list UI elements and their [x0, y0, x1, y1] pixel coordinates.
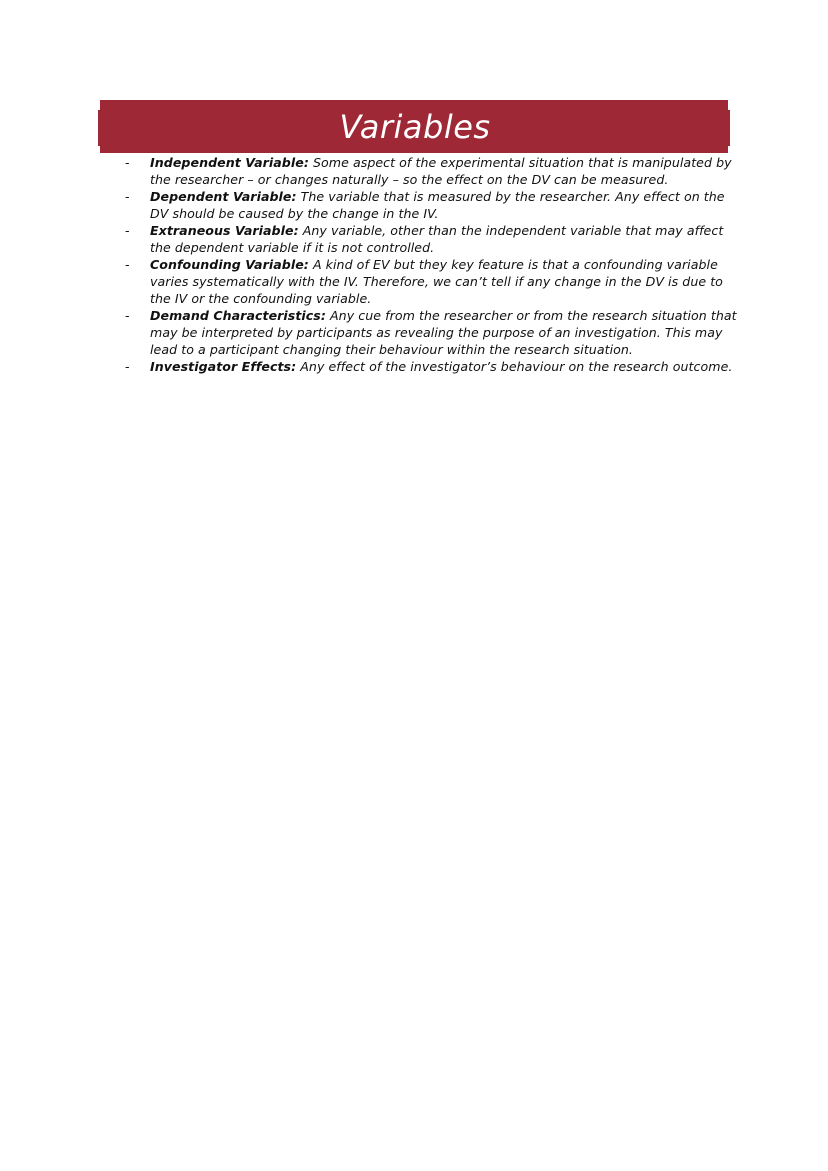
definition-separator: :	[293, 223, 299, 238]
definition-item-dependent-variable	[122, 188, 742, 222]
bullet-dash: -	[125, 223, 130, 238]
definition-term: Extraneous Variable	[150, 223, 294, 238]
definition-term: Investigator Effects	[150, 359, 292, 374]
definition-item-investigator-effects	[122, 358, 742, 375]
definition-text: The variable that is measured by the researcher. Any effect on the DV should be caused by the change in the IV.	[150, 189, 725, 221]
definition-text: Some aspect of the experimental situation that is manipulated by the researcher – or changes naturally – so the effect on the DV can be measured.	[150, 155, 732, 187]
bullet-dash: -	[125, 257, 130, 272]
definition-term: Independent Variable	[150, 155, 304, 170]
bullet-dash: -	[125, 359, 130, 374]
bullet-dash: -	[125, 155, 130, 170]
definition-item-extraneous-variable	[122, 222, 742, 256]
definition-separator: :	[291, 359, 297, 374]
title-banner	[100, 100, 728, 153]
definition-term: Dependent Variable	[150, 189, 292, 204]
definition-separator: :	[303, 155, 309, 170]
definition-item-independent-variable	[122, 154, 742, 188]
bullet-dash: -	[125, 189, 130, 204]
definition-term: Confounding Variable	[150, 257, 304, 272]
definition-text: Any effect of the investigator’s behaviour on the research outcome.	[296, 359, 733, 374]
definition-text: A kind of EV but they key feature is that a confounding variable varies systematically with the IV. Therefore, we can’t tell if any change in the DV is due to the IV or the confounding variable.	[150, 257, 723, 306]
definition-text: Any variable, other than the independent variable that may affect the dependent variable if it is not controlled.	[150, 223, 724, 255]
bullet-dash: -	[125, 308, 130, 323]
page-title: Variables	[339, 108, 491, 146]
definitions-list	[122, 154, 742, 375]
definition-separator: :	[303, 257, 309, 272]
definition-item-demand-characteristics	[122, 307, 742, 358]
definition-separator: :	[291, 189, 297, 204]
definition-text: Any cue from the researcher or from the research situation that may be interpreted by participants as revealing the purpose of an investigation. This may lead to a participant changing their behaviour within the research situation.	[150, 308, 737, 357]
definition-separator: :	[320, 308, 326, 323]
definition-item-confounding-variable	[122, 256, 742, 307]
definition-term: Demand Characteristics	[150, 308, 321, 323]
